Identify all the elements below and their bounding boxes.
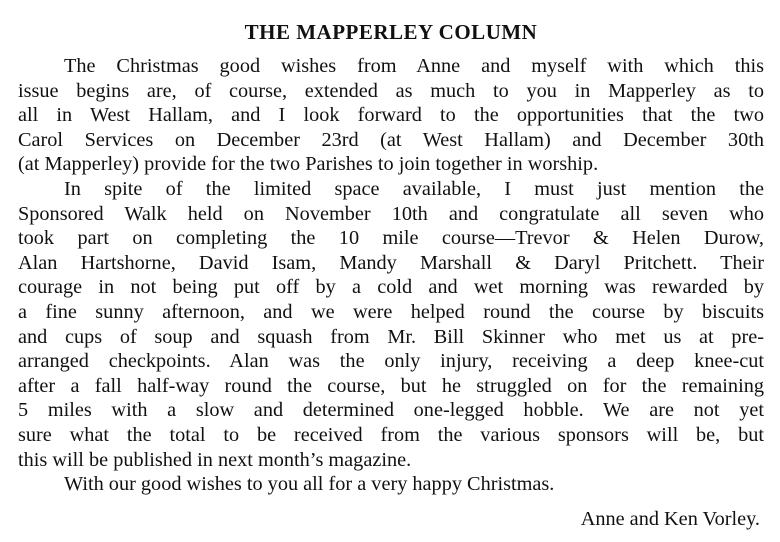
paragraph-1 <box>18 54 764 177</box>
text-line: sure what the total to be received from the various sponsors will be, but <box>18 423 764 446</box>
text-line: The Christmas good wishes from Anne and myself with which this <box>64 55 764 77</box>
text-line: courage in not being put off by a cold and wet morning was rewarded by <box>18 276 764 299</box>
column-title: THE MAPPERLEY COLUMN <box>244 20 538 44</box>
paragraph-3 <box>18 472 764 497</box>
text-line: issue begins are, of course, extended as much to you in Mapperley as to <box>18 79 764 102</box>
text-line: a fine sunny afternoon, and we were helped round the course by biscuits <box>18 300 764 323</box>
paragraph-2 <box>18 177 764 472</box>
text-line: With our good wishes to you all for a very happy Christmas. <box>64 473 555 496</box>
text-line: all in West Hallam, and I look forward to the opportunities that the two <box>18 104 764 127</box>
signature: Anne and Ken Vorley. <box>580 507 760 530</box>
text-line: took part on completing the 10 mile course—Trevor & Helen Durow, <box>18 227 764 250</box>
text-line: after a fall half-way round the course, but he struggled on for the remaining <box>18 374 764 397</box>
text-line: In spite of the limited space available, I must just mention the <box>64 177 764 200</box>
text-line: Alan Hartshorne, David Isam, Mandy Marshall & Daryl Pritchett. Their <box>18 251 764 274</box>
text-line: this will be published in next month’s magazine. <box>18 448 412 471</box>
text-line: arranged checkpoints. Alan was the only injury, receiving a deep knee-cut <box>18 350 764 373</box>
text-line: Carol Services on December 23rd (at West Hallam) and December 30th <box>18 128 764 151</box>
text-line: Sponsored Walk held on November 10th and congratulate all seven who <box>18 202 764 225</box>
column-body <box>18 54 764 497</box>
text-line: and cups of soup and squash from Mr. Bill Skinner who met us at pre- <box>18 325 764 348</box>
text-line: (at Mapperley) provide for the two Parishes to join together in worship. <box>18 153 599 176</box>
text-line: 5 miles with a slow and determined one-legged hobble. We are not yet <box>18 399 764 422</box>
